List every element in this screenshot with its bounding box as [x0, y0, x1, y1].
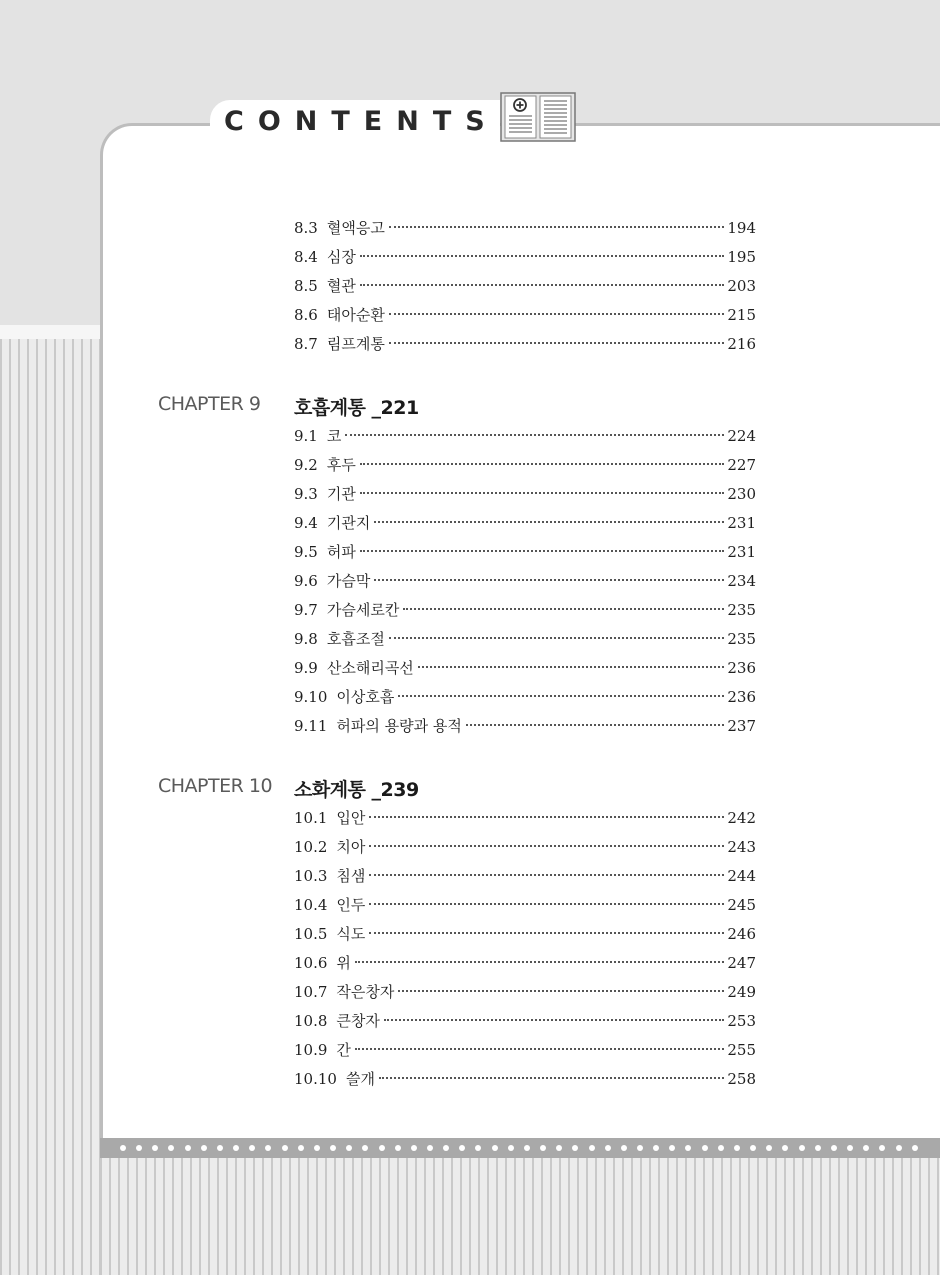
left-band-decoration	[0, 325, 100, 339]
toc-entry-title: 심장	[326, 248, 356, 266]
footer-dot	[912, 1145, 918, 1151]
toc-entry-title: 기관지	[326, 514, 371, 532]
toc-entry-number: 8.7	[294, 335, 318, 353]
footer-dot	[524, 1145, 530, 1151]
toc-entry-number: 9.9	[294, 659, 318, 677]
dot-leader	[374, 579, 724, 581]
footer-dot	[379, 1145, 385, 1151]
footer-dot	[411, 1145, 417, 1151]
toc-entry-number: 10.6	[294, 954, 328, 972]
toc-entry-page: 227	[727, 456, 756, 474]
header-label	[210, 100, 500, 142]
toc-entry[interactable]	[294, 541, 756, 563]
toc-entry-number: 8.3	[294, 219, 318, 237]
toc-entry-page: 203	[727, 277, 756, 295]
dot-leader	[389, 342, 725, 344]
footer-dot	[863, 1145, 869, 1151]
footer-dot	[896, 1145, 902, 1151]
toc-entry-title: 치아	[336, 838, 366, 856]
toc-entry-number: 9.3	[294, 485, 318, 503]
footer-dot	[589, 1145, 595, 1151]
dot-leader	[369, 845, 724, 847]
footer-dot	[879, 1145, 885, 1151]
footer-dot	[556, 1145, 562, 1151]
toc-entry-title: 허파	[326, 543, 356, 561]
toc-entry-page: 230	[727, 485, 756, 503]
dot-leader	[398, 990, 724, 992]
dot-leader	[360, 255, 725, 257]
toc-entry[interactable]	[294, 628, 756, 650]
dot-leader	[355, 1048, 724, 1050]
toc-entry-page: 237	[727, 717, 756, 735]
toc-entry[interactable]	[294, 304, 756, 326]
toc-entry-title: 식도	[336, 925, 366, 943]
footer-dot	[508, 1145, 514, 1151]
footer-dot	[168, 1145, 174, 1151]
dot-leader	[403, 608, 724, 610]
toc-entry-number: 10.8	[294, 1012, 328, 1030]
footer-dot	[669, 1145, 675, 1151]
toc-entry-number: 9.7	[294, 601, 318, 619]
toc-entry-title: 간	[336, 1041, 351, 1059]
footer-dot	[637, 1145, 643, 1151]
dot-leader	[466, 724, 724, 726]
toc-entry-number: 9.10	[294, 688, 328, 706]
footer-dot	[136, 1145, 142, 1151]
toc-entry[interactable]	[294, 952, 756, 974]
toc-entry[interactable]	[294, 483, 756, 505]
dot-leader	[360, 463, 725, 465]
toc-entry-title: 호흡조절	[326, 630, 385, 648]
footer-dot	[815, 1145, 821, 1151]
toc-entry[interactable]	[294, 217, 756, 239]
footer-dot	[492, 1145, 498, 1151]
toc-entry-title: 가슴세로칸	[326, 601, 400, 619]
toc-entry-number: 8.5	[294, 277, 318, 295]
toc-entry[interactable]	[294, 1039, 756, 1061]
toc-entry[interactable]	[294, 865, 756, 887]
footer-dot	[233, 1145, 239, 1151]
toc-entry-page: 258	[727, 1070, 756, 1088]
toc-entry[interactable]	[294, 894, 756, 916]
toc-entry-title: 입안	[336, 809, 366, 827]
footer-dot	[653, 1145, 659, 1151]
toc-entry-number: 9.1	[294, 427, 318, 445]
dot-leader	[418, 666, 725, 668]
dot-leader	[360, 284, 725, 286]
footer-dot	[346, 1145, 352, 1151]
footer-dot	[734, 1145, 740, 1151]
footer-dot	[799, 1145, 805, 1151]
toc-entry-page: 253	[727, 1012, 756, 1030]
dot-leader	[355, 961, 724, 963]
footer-dot	[702, 1145, 708, 1151]
dot-leader	[374, 521, 724, 523]
dot-leader	[345, 434, 724, 436]
toc-entry-title: 허파의 용량과 용적	[336, 717, 462, 735]
footer-dot	[185, 1145, 191, 1151]
footer-dot	[362, 1145, 368, 1151]
left-stripe-decoration	[0, 330, 100, 1275]
toc-entry-title: 코	[326, 427, 342, 445]
toc-entry-title: 큰창자	[336, 1012, 380, 1030]
dot-leader	[389, 637, 725, 639]
footer-dot	[621, 1145, 627, 1151]
toc-entry[interactable]	[294, 1010, 756, 1032]
footer-dot	[395, 1145, 401, 1151]
book-icon	[500, 92, 576, 142]
footer-dot	[782, 1145, 788, 1151]
toc-entry-page: 224	[727, 427, 756, 445]
toc-entry-page: 194	[727, 219, 756, 237]
toc-entry[interactable]	[294, 333, 756, 355]
footer-dot	[249, 1145, 255, 1151]
toc-entry-title: 침샘	[336, 867, 366, 885]
chapter-10-title[interactable]: 소화계통 _239	[294, 779, 419, 801]
toc-entry-number: 9.2	[294, 456, 318, 474]
toc-entry-number: 10.3	[294, 867, 328, 885]
footer-dot	[718, 1145, 724, 1151]
toc-entry-page: 215	[727, 306, 756, 324]
toc-entry[interactable]	[294, 570, 756, 592]
toc-entry[interactable]	[294, 807, 756, 829]
dot-leader	[360, 492, 725, 494]
toc-entry[interactable]	[294, 512, 756, 534]
footer-dot	[298, 1145, 304, 1151]
toc-entry-page: 247	[727, 954, 756, 972]
toc-entry-number: 10.1	[294, 809, 328, 827]
toc-entry-title: 위	[336, 954, 351, 972]
dot-leader	[389, 226, 725, 228]
dot-leader	[379, 1077, 724, 1079]
bottom-stripe-decoration	[100, 1158, 940, 1275]
toc-entry-page: 195	[727, 248, 756, 266]
toc-entry-page: 245	[727, 896, 756, 914]
footer-dot	[605, 1145, 611, 1151]
footer-dot	[152, 1145, 158, 1151]
toc-entry[interactable]	[294, 1068, 756, 1090]
toc-entry[interactable]	[294, 715, 756, 737]
toc-entry-page: 236	[727, 688, 756, 706]
toc-entry-number: 10.5	[294, 925, 328, 943]
header-rule	[578, 123, 940, 126]
toc-entry-page: 235	[727, 630, 756, 648]
toc-entry-number: 8.6	[294, 306, 318, 324]
dot-leader	[369, 874, 724, 876]
footer-dot	[282, 1145, 288, 1151]
dot-leader	[369, 816, 724, 818]
toc-entry-page: 255	[727, 1041, 756, 1059]
footer-dot	[427, 1145, 433, 1151]
toc-entry[interactable]	[294, 599, 756, 621]
toc-entry-page: 243	[727, 838, 756, 856]
toc-entry-title: 가슴막	[326, 572, 371, 590]
toc-entry-page: 244	[727, 867, 756, 885]
toc-entry-number: 10.2	[294, 838, 328, 856]
toc-entry[interactable]	[294, 425, 756, 447]
footer-dot	[475, 1145, 481, 1151]
footer-dot	[443, 1145, 449, 1151]
toc-entry[interactable]	[294, 981, 756, 1003]
toc-entry[interactable]	[294, 657, 756, 679]
toc-entry-page: 235	[727, 601, 756, 619]
toc-entry-number: 9.5	[294, 543, 318, 561]
footer-dot	[750, 1145, 756, 1151]
toc-entry-number: 10.7	[294, 983, 328, 1001]
toc-entry-title: 산소해리곡선	[326, 659, 414, 677]
footer-dot	[459, 1145, 465, 1151]
toc-entry[interactable]	[294, 246, 756, 268]
toc-entry-title: 후두	[326, 456, 356, 474]
footer-dot	[847, 1145, 853, 1151]
toc-entry-page: 231	[727, 543, 756, 561]
footer-dot	[265, 1145, 271, 1151]
footer-dot	[120, 1145, 126, 1151]
toc-entry-title: 작은창자	[336, 983, 395, 1001]
footer-dot	[572, 1145, 578, 1151]
toc-entry-page: 249	[727, 983, 756, 1001]
footer-dot	[766, 1145, 772, 1151]
toc-entry-title: 혈액응고	[326, 219, 385, 237]
toc-entry[interactable]	[294, 275, 756, 297]
toc-entry-page: 242	[727, 809, 756, 827]
chapter-9-title[interactable]: 호흡계통 _221	[294, 397, 419, 419]
toc-entry-page: 234	[727, 572, 756, 590]
toc-entry-title: 인두	[336, 896, 366, 914]
toc-entry[interactable]	[294, 923, 756, 945]
toc-entry-title: 기관	[326, 485, 356, 503]
toc-entry-page: 246	[727, 925, 756, 943]
chapter-9-label[interactable]: CHAPTER 9	[158, 393, 261, 415]
toc-entry[interactable]	[294, 686, 756, 708]
toc-entry-title: 태아순환	[326, 306, 385, 324]
toc-entry-page: 216	[727, 335, 756, 353]
toc-entry-number: 9.11	[294, 717, 328, 735]
footer-dot	[217, 1145, 223, 1151]
toc-entry[interactable]	[294, 454, 756, 476]
toc-entry-number: 9.4	[294, 514, 318, 532]
toc-entry-title: 혈관	[326, 277, 356, 295]
dot-leader	[360, 550, 725, 552]
footer-dot	[831, 1145, 837, 1151]
toc-entry-number: 10.9	[294, 1041, 328, 1059]
toc-entry-title: 림프계통	[326, 335, 385, 353]
dot-leader	[384, 1019, 724, 1021]
toc-entry-page: 236	[727, 659, 756, 677]
footer-dot	[330, 1145, 336, 1151]
page-title: CONTENTS	[224, 105, 499, 137]
footer-dot	[314, 1145, 320, 1151]
toc-entry-number: 8.4	[294, 248, 318, 266]
dot-leader	[398, 695, 724, 697]
toc-entry-number: 10.4	[294, 896, 328, 914]
dot-leader	[369, 903, 724, 905]
chapter-10-label[interactable]: CHAPTER 10	[158, 775, 273, 797]
toc-entry[interactable]	[294, 836, 756, 858]
footer-dot	[540, 1145, 546, 1151]
footer-dot	[685, 1145, 691, 1151]
toc-entry-number: 9.6	[294, 572, 318, 590]
toc-entry-number: 9.8	[294, 630, 318, 648]
toc-entry-title: 이상호흡	[336, 688, 395, 706]
dot-leader	[369, 932, 724, 934]
dotted-footer-bar	[100, 1138, 940, 1158]
toc-entry-page: 231	[727, 514, 756, 532]
toc-entry-number: 10.10	[294, 1070, 337, 1088]
dot-leader	[389, 313, 725, 315]
toc-entry-title: 쓸개	[345, 1070, 375, 1088]
footer-dot	[201, 1145, 207, 1151]
